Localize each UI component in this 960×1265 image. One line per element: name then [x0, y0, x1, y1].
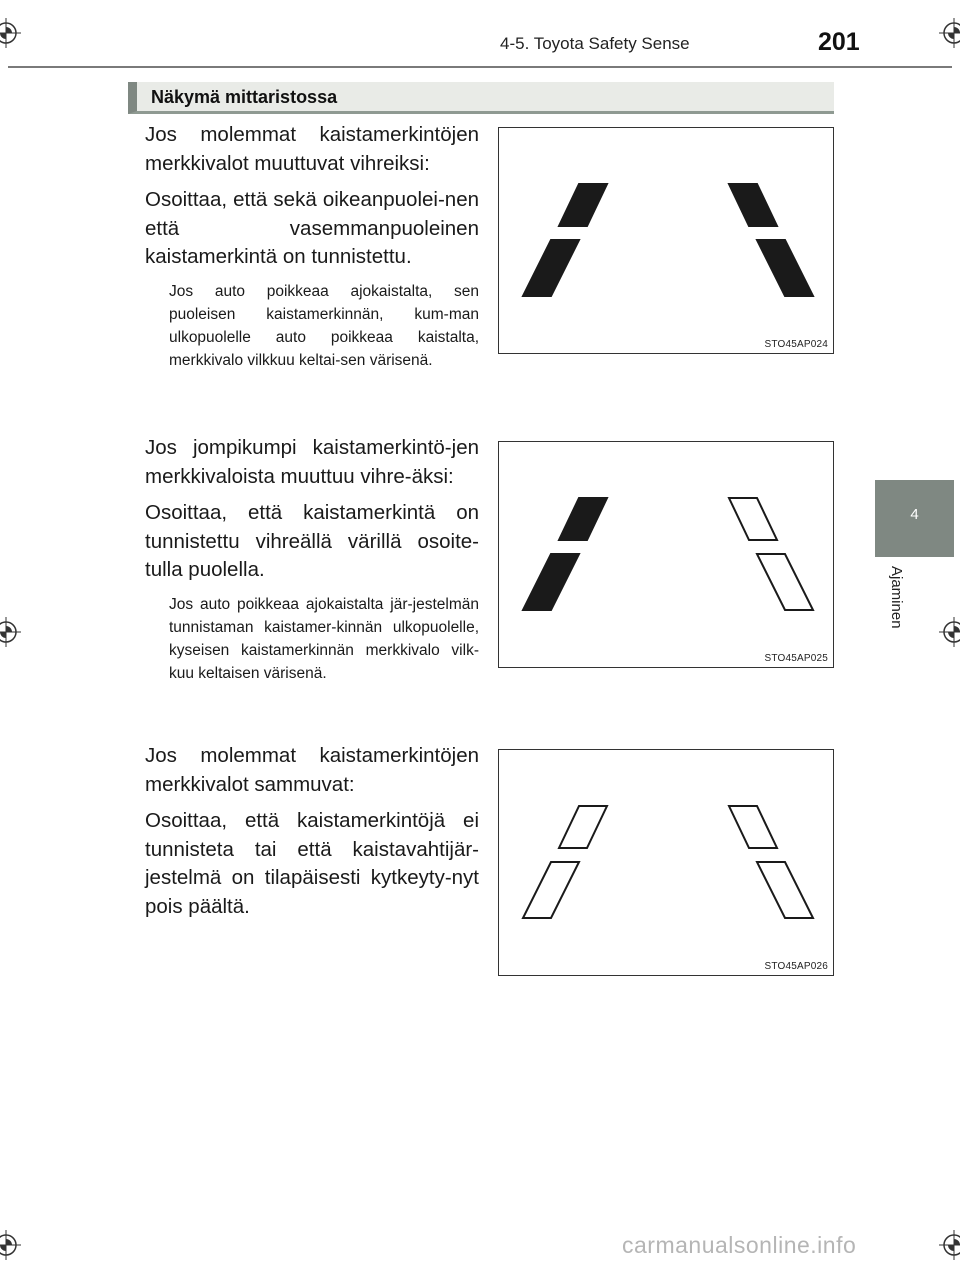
figure-no-lanes-detected: [498, 749, 834, 976]
section-heading-bar: [128, 82, 834, 114]
figure-one-lane-detected: [498, 441, 834, 668]
left-lane-marker-lower: [523, 862, 579, 918]
right-lane-marker-lower: [757, 554, 813, 610]
chapter-tab: [875, 480, 954, 557]
block-note: Jos auto poikkeaa ajokaistalta jär-jestelmän tunnistaman kaistamer-kinnän ulkopuolelle, kyseisen kaistamerkinnän merkkivalo vilk-kuu keltaisen värisenä.: [169, 595, 479, 682]
figure-code: STO45AP025: [764, 653, 828, 664]
block-description: Osoittaa, että kaistamerkintä on tunnistettu vihreällä värillä osoite-tulla puolella.: [145, 501, 479, 581]
figure-both-lanes-detected: [498, 127, 834, 354]
page-number: 201: [818, 28, 860, 56]
header-divider: [8, 66, 952, 68]
lane-marker-illustration: [499, 750, 835, 977]
text-block-both-green: [145, 121, 479, 380]
registration-mark-mid-right: [939, 617, 960, 647]
left-lane-marker-lower: [523, 554, 579, 610]
block-description: Osoittaa, että sekä oikeanpuolei-nen että vasemmanpuoleinen kaistamerkintä on tunnistettu.: [145, 188, 479, 268]
left-lane-marker-upper: [559, 184, 607, 226]
registration-mark-mid-left: [0, 617, 21, 647]
figure-code: STO45AP026: [764, 961, 828, 972]
header-section-title: 4-5. Toyota Safety Sense: [500, 34, 690, 53]
block-lead: Jos molemmat kaistamerkintöjen merkkivalot muuttuvat vihreiksi:: [145, 123, 479, 175]
left-lane-marker-upper: [559, 498, 607, 540]
right-lane-marker-lower: [757, 862, 813, 918]
right-lane-marker-upper: [729, 184, 777, 226]
chapter-label: Ajaminen: [888, 566, 905, 629]
left-lane-marker-upper: [559, 806, 607, 848]
block-description: Osoittaa, että kaistamerkintöjä ei tunnisteta tai että kaistavahtijär-jestelmä on tilapäisesti kytkeyty-nyt pois päältä.: [145, 809, 479, 918]
right-lane-marker-upper: [729, 498, 777, 540]
left-lane-marker-lower: [523, 240, 579, 296]
registration-mark-bottom-right: [939, 1230, 960, 1260]
right-lane-marker-lower: [757, 240, 813, 296]
watermark: carmanualsonline.info: [622, 1232, 857, 1258]
registration-mark-bottom-left: [0, 1230, 21, 1260]
right-lane-marker-upper: [729, 806, 777, 848]
text-block-both-off: [145, 742, 479, 929]
figure-code: STO45AP024: [764, 339, 828, 350]
registration-mark-top-right: [939, 18, 960, 48]
chapter-number: 4: [910, 506, 919, 523]
block-lead: Jos jompikumpi kaistamerkintö-jen merkkivaloista muuttuu vihre-äksi:: [145, 436, 479, 488]
text-block-one-green: [145, 434, 479, 693]
lane-marker-illustration: [499, 442, 835, 669]
registration-mark-top-left: [0, 18, 21, 48]
section-heading: Näkymä mittaristossa: [151, 87, 338, 107]
lane-marker-illustration: [499, 128, 835, 355]
block-lead: Jos molemmat kaistamerkintöjen merkkivalot sammuvat:: [145, 744, 479, 796]
block-note: Jos auto poikkeaa ajokaistalta, sen puoleisen kaistamerkinnän, kum-man ulkopuolelle auto poikkeaa kaistalta, merkkivalo vilkkuu keltai-sen värisenä.: [169, 282, 479, 369]
